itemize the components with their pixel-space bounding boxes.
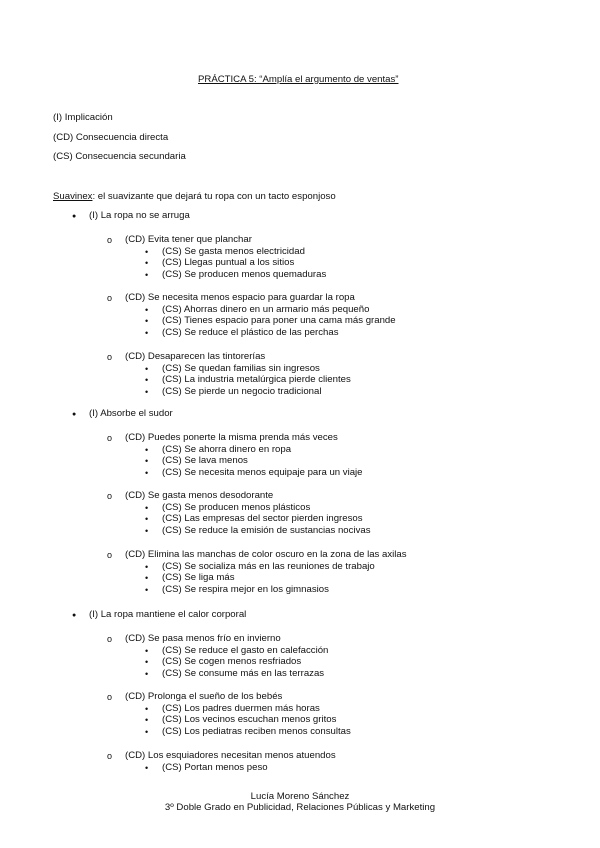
level2-bullet: o — [107, 491, 113, 501]
level3-bullet: • — [145, 456, 149, 467]
level1-bullet: ● — [72, 612, 77, 619]
level3-bullet: • — [145, 585, 149, 596]
level3-bullet: • — [145, 304, 149, 315]
level2-bullet: o — [107, 352, 113, 362]
direct-consequence-item: (CD) Evita tener que planchar — [125, 234, 252, 245]
secondary-consequence-item: (CS) Se necesita menos equipaje para un viaje — [162, 467, 363, 479]
direct-consequence-item: (CD) Se necesita menos espacio para guardar la ropa — [125, 292, 355, 303]
level3-bullet: • — [145, 375, 149, 386]
secondary-consequence-item: (CS) Ahorras dinero en un armario más pequeño — [162, 303, 370, 315]
direct-consequence-item: (CD) Los esquiadores necesitan menos atuendos — [125, 750, 336, 761]
product-intro — [53, 191, 336, 203]
level3-bullet: • — [145, 645, 149, 656]
level2-bullet: o — [107, 433, 113, 443]
secondary-consequence-item: (CS) Los vecinos escuchan menos gritos — [162, 714, 337, 726]
legend-consecuencia-directa: (CD) Consecuencia directa — [53, 132, 169, 143]
level3-bullet: • — [145, 657, 149, 668]
level3-bullet: • — [145, 444, 149, 455]
product-name: Suavinex — [53, 191, 93, 202]
legend-consecuencia-secundaria: (CS) Consecuencia secundaria — [53, 151, 186, 162]
level2-bullet: o — [107, 293, 113, 303]
level3-bullet: • — [145, 762, 149, 773]
secondary-consequence-item: (CS) Se cogen menos resfriados — [162, 656, 302, 668]
secondary-consequence-item: (CS) Se lava menos — [162, 455, 248, 467]
secondary-consequence-item: (CS) Se socializa más en las reuniones de trabajo — [162, 560, 375, 572]
secondary-consequence-item: (CS) Portan menos peso — [162, 761, 268, 773]
direct-consequence-item: (CD) Prolonga el sueño de los bebés — [125, 691, 283, 702]
level3-bullet: • — [145, 387, 149, 398]
level3-bullet: • — [145, 727, 149, 738]
level3-bullet: • — [145, 573, 149, 584]
secondary-consequence-item: (CS) Los pediatras reciben menos consultas — [162, 726, 351, 738]
secondary-consequence-item: (CS) Se reduce la emisión de sustancias nocivas — [162, 525, 371, 537]
secondary-consequence-item: (CS) Se producen menos plásticos — [162, 501, 311, 513]
secondary-consequence-item: (CS) Se reduce el gasto en calefacción — [162, 644, 329, 656]
level2-bullet: o — [107, 692, 113, 702]
level1-bullet: ● — [72, 411, 77, 418]
level3-bullet: • — [145, 526, 149, 537]
level2-bullet: o — [107, 550, 113, 560]
page-title: PRÁCTICA 5: “Amplía el argumento de ventas” — [198, 74, 399, 85]
direct-consequence-item: (CD) Se gasta menos desodorante — [125, 490, 274, 501]
legend-implicacion: (I) Implicación — [53, 112, 113, 123]
direct-consequence-item: (CD) Elimina las manchas de color oscuro en la zona de las axilas — [125, 549, 407, 560]
secondary-consequence-item: (CS) Llegas puntual a los sitios — [162, 257, 295, 269]
level3-bullet: • — [145, 270, 149, 281]
secondary-consequence-item: (CS) Se pierde un negocio tradicional — [162, 386, 322, 398]
direct-consequence-item: (CD) Se pasa menos frío en invierno — [125, 633, 281, 644]
implication-item: (I) La ropa no se arruga — [89, 210, 190, 221]
product-tagline: : el suavizante que dejará tu ropa con un tacto esponjoso — [92, 191, 336, 202]
secondary-consequence-item: (CS) Se reduce el plástico de las perchas — [162, 327, 339, 339]
level3-bullet: • — [145, 363, 149, 374]
footer-author: Lucía Moreno Sánchez — [250, 791, 350, 802]
secondary-consequence-item: (CS) Se consume más en las terrazas — [162, 668, 325, 680]
level3-bullet: • — [145, 328, 149, 339]
secondary-consequence-item: (CS) Se ahorra dinero en ropa — [162, 443, 292, 455]
level3-bullet: • — [145, 514, 149, 525]
level2-bullet: o — [107, 235, 113, 245]
level3-bullet: • — [145, 561, 149, 572]
direct-consequence-item: (CD) Desaparecen las tintorerías — [125, 351, 266, 362]
level2-bullet: o — [107, 634, 113, 644]
level3-bullet: • — [145, 669, 149, 680]
secondary-consequence-item: (CS) Tienes espacio para poner una cama más grande — [162, 315, 396, 327]
secondary-consequence-item: (CS) Se producen menos quemaduras — [162, 269, 327, 281]
level3-bullet: • — [145, 258, 149, 269]
level3-bullet: • — [145, 468, 149, 479]
secondary-consequence-item: (CS) Se respira mejor en los gimnasios — [162, 584, 329, 596]
footer-course: 3º Doble Grado en Publicidad, Relaciones Públicas y Marketing — [164, 802, 436, 813]
level3-bullet: • — [145, 316, 149, 327]
secondary-consequence-item: (CS) Se quedan familias sin ingresos — [162, 362, 320, 374]
level3-bullet: • — [145, 703, 149, 714]
implication-item: (I) Absorbe el sudor — [89, 408, 173, 419]
level2-bullet: o — [107, 751, 113, 761]
level3-bullet: • — [145, 715, 149, 726]
level1-bullet: ● — [72, 213, 77, 220]
secondary-consequence-item: (CS) Los padres duermen más horas — [162, 702, 320, 714]
secondary-consequence-item: (CS) Se gasta menos electricidad — [162, 245, 305, 257]
direct-consequence-item: (CD) Puedes ponerte la misma prenda más veces — [125, 432, 338, 443]
secondary-consequence-item: (CS) Las empresas del sector pierden ingresos — [162, 513, 363, 525]
level3-bullet: • — [145, 246, 149, 257]
implication-item: (I) La ropa mantiene el calor corporal — [89, 609, 247, 620]
secondary-consequence-item: (CS) La industria metalúrgica pierde clientes — [162, 374, 351, 386]
secondary-consequence-item: (CS) Se liga más — [162, 572, 235, 584]
level3-bullet: • — [145, 502, 149, 513]
